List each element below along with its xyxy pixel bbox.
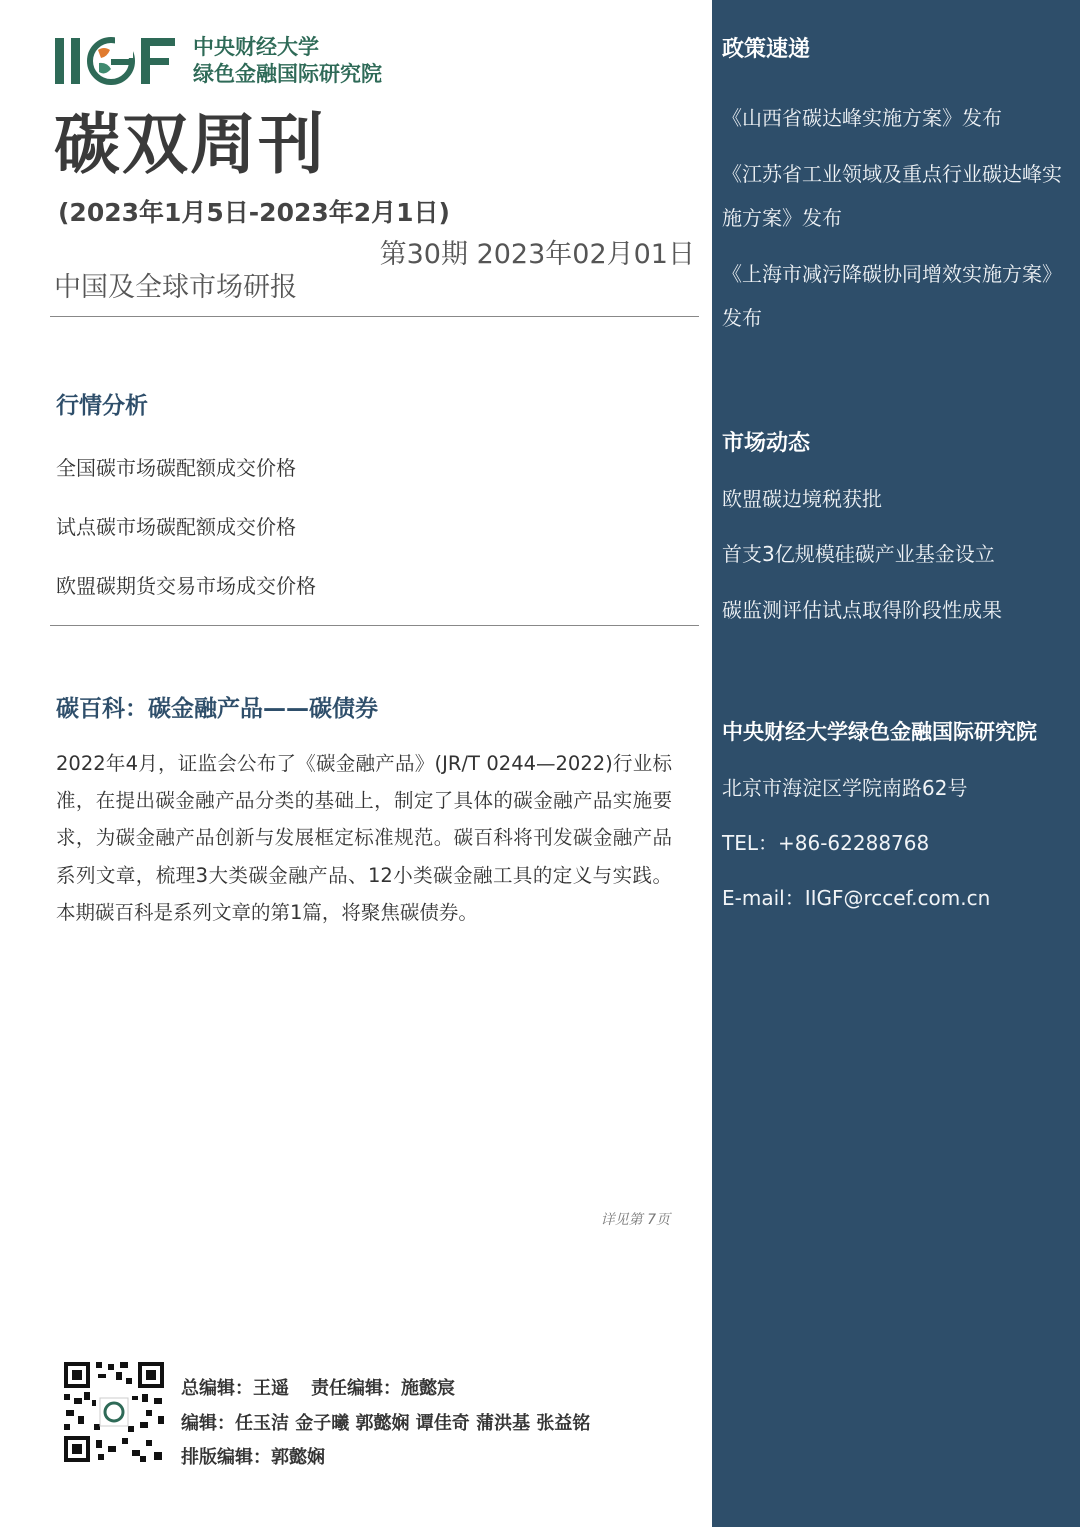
editors: 编辑：任玉洁 金子曦 郭懿娴 谭佳奇 蒲洪基 张益铭 (181, 1412, 591, 1434)
report-subtitle: 中国及全球市场研报 (54, 272, 297, 303)
issue-number-date: 第30期 2023年02月01日 (379, 239, 695, 270)
contact-address: 北京市海淀区学院南路62号 (722, 776, 968, 800)
credits-line-1 (181, 1372, 590, 1407)
see-page-link[interactable]: 详见第 7页 (600, 1212, 670, 1228)
policy-item[interactable]: 《上海市减污降碳协同增效实施方案》发布 (722, 262, 1062, 330)
encyclopedia-body: 2022年4月，证监会公布了《碳金融产品》(JR/T 0244—2022)行业标准，在提出碳金融产品分类的基础上，制定了具体的碳金融产品实施要求，为碳金融产品创新与发展框定标准规范。碳百科将刊发碳金融产品系列文章，梳理3大类碳金融产品、12小类碳金融工具的定义与实践。本期碳百科是系列文章的第1篇，将聚焦碳债券。 (56, 752, 672, 924)
policy-item[interactable]: 《江苏省工业领域及重点行业碳达峰实施方案》发布 (722, 162, 1062, 230)
contact-email[interactable]: E-mail：IIGF@rccef.com.cn (722, 886, 991, 910)
institute-line-1: 中央财经大学 (193, 35, 319, 59)
policy-item[interactable]: 《山西省碳达峰实施方案》发布 (722, 106, 1002, 130)
market-analysis-item[interactable]: 试点碳市场碳配额成交价格 (56, 515, 296, 539)
policy-title: 政策速递 (722, 37, 811, 62)
encyclopedia-title: 碳百科：碳金融产品——碳债券 (56, 696, 378, 722)
market-news-item[interactable]: 欧盟碳边境税获批 (722, 487, 882, 511)
sidebar (712, 0, 1080, 1527)
iigf-logo (55, 36, 177, 86)
contact-tel[interactable]: TEL：+86-62288768 (722, 831, 930, 855)
page-title: 碳双周刊 (54, 106, 326, 183)
market-analysis-title: 行情分析 (56, 393, 148, 419)
contact-org: 中央财经大学绿色金融国际研究院 (722, 720, 1037, 744)
qr-code (62, 1360, 166, 1464)
market-news-item[interactable]: 首支3亿规模硅碳产业基金设立 (722, 542, 995, 566)
market-analysis-item[interactable]: 欧盟碳期货交易市场成交价格 (56, 574, 316, 598)
institute-name (193, 34, 382, 88)
responsible-editor: 责任编辑：施懿宸 (311, 1378, 455, 1399)
date-range: (2023年1月5日-2023年2月1日) (58, 198, 450, 227)
market-news-title: 市场动态 (722, 431, 811, 456)
layout-editor: 排版编辑：郭懿娴 (181, 1447, 325, 1468)
editorial-credits (181, 1372, 590, 1476)
divider (50, 316, 699, 317)
market-news-item[interactable]: 碳监测评估试点取得阶段性成果 (722, 598, 1002, 622)
market-analysis-item[interactable]: 全国碳市场碳配额成交价格 (56, 456, 296, 480)
chief-editor: 总编辑：王遥 (181, 1378, 289, 1399)
divider (50, 625, 699, 626)
institute-line-2: 绿色金融国际研究院 (193, 62, 382, 86)
